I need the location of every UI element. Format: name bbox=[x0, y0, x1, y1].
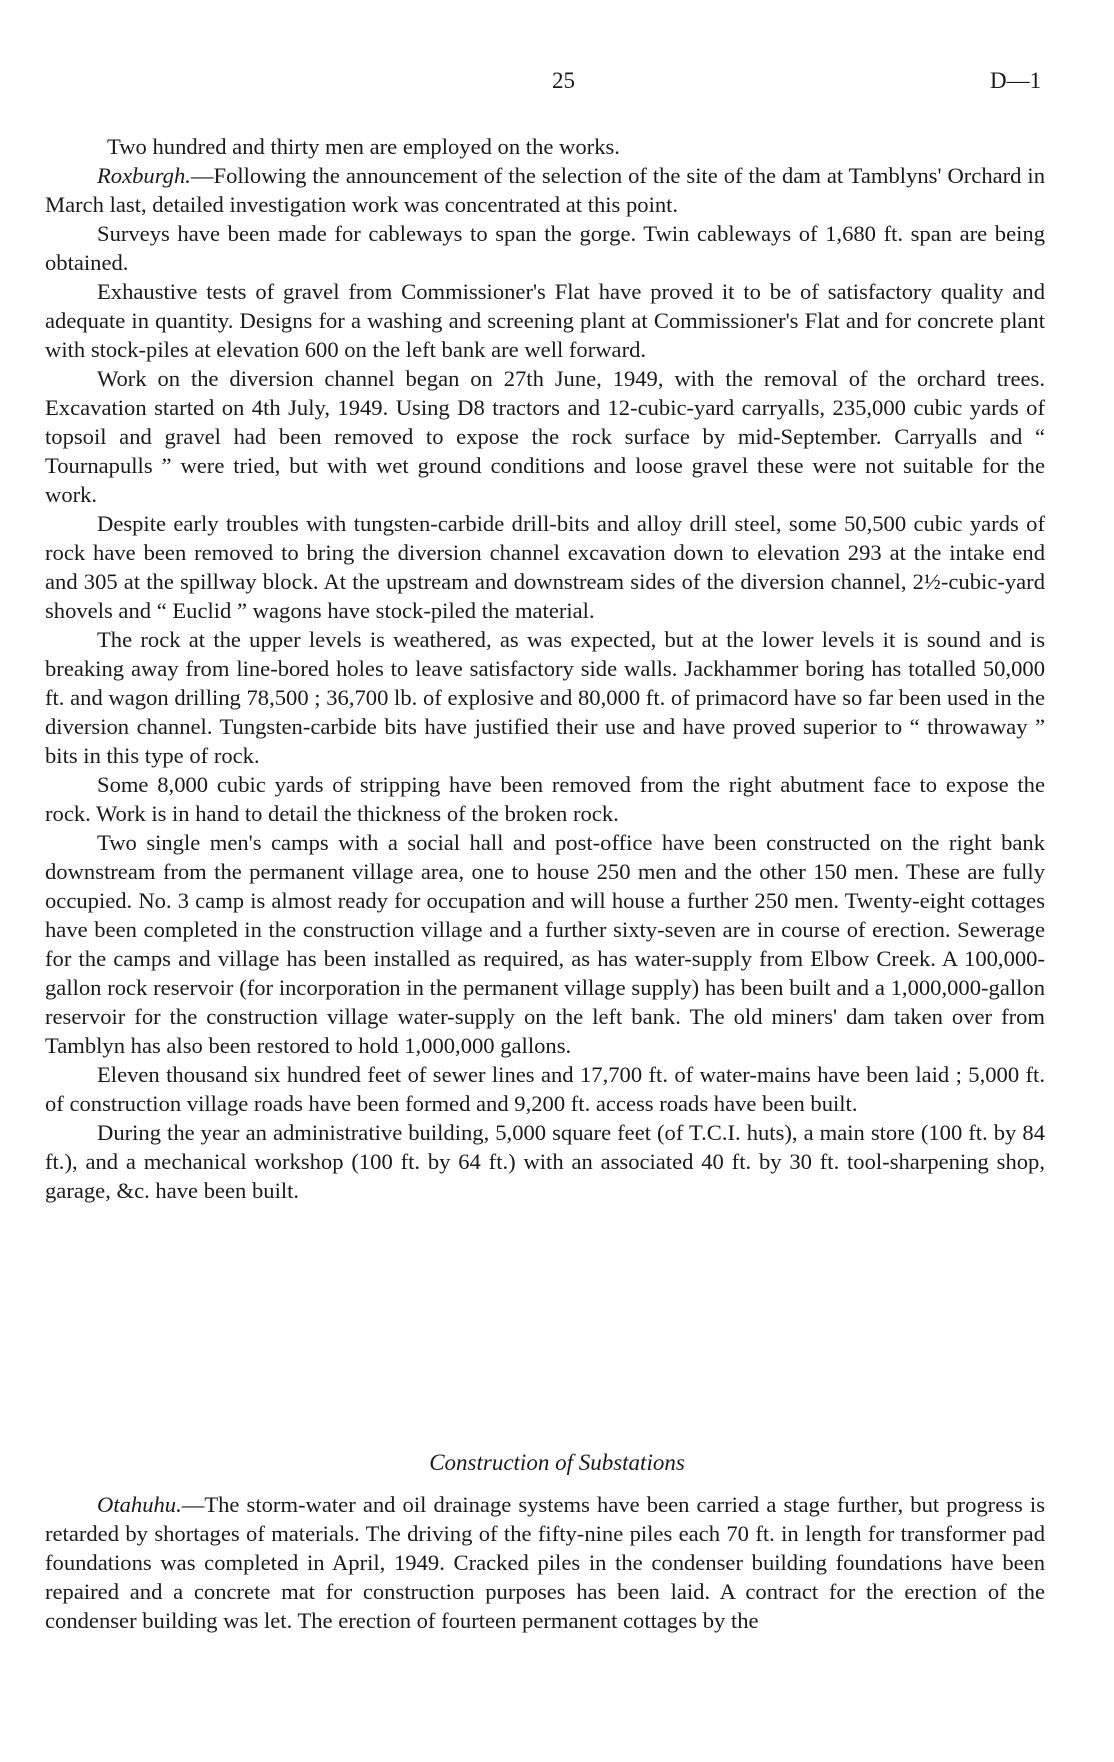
paragraph: Despite early troubles with tungsten-carbide drill-bits and alloy drill steel, some 50,500 cubic yards of rock have been removed to bring the diversion channel excavation down to elevation 293 at the intake end and 305 at the spillway block. At the upstream and downstream sides of the diversion channel, 2½-cubic-yard shovels and “ Euclid ” wagons have stock-piled the material. bbox=[45, 511, 1045, 623]
paragraph: Otahuhu.—The storm-water and oil drainage systems have been carried a stage further, but progress is retarded by shortages of materials. The driving of the fifty-nine piles each 70 ft. in length for transformer pad foundations was completed in April, 1949. Cracked piles in the condenser building foundations have been repaired and a concrete mat for construction purposes has been laid. A contract for the erection of the condenser building was let. The erection of fourteen permanent cottages by the bbox=[45, 1492, 1045, 1633]
page-number: 25 bbox=[552, 68, 575, 93]
paragraph: Surveys have been made for cableways to span the gorge. Twin cableways of 1,680 ft. span are being obtained. bbox=[45, 221, 1045, 275]
paragraph: The rock at the upper levels is weathered, as was expected, but at the lower levels it is sound and is breaking away from line-bored holes to leave satisfactory side walls. Jackhammer boring has totalled 50,000 ft. and wagon drilling 78,500 ; 36,700 lb. of explosive and 80,000 ft. of primacord have so far been used in the diversion channel. Tungsten-carbide bits have justified their use and have proved superior to “ throwaway ” bits in this type of rock. bbox=[45, 627, 1045, 768]
paragraph: Exhaustive tests of gravel from Commissioner's Flat have proved it to be of satisfactory quality and adequate in quantity. Designs for a washing and screening plant at Commissioner's Flat and for concrete plant with stock-piles at elevation 600 on the left bank are well forward. bbox=[45, 279, 1045, 362]
section-heading: Construction of Substations bbox=[429, 1450, 685, 1475]
paragraph: Two hundred and thirty men are employed on the works. bbox=[107, 134, 620, 159]
paragraph: Eleven thousand six hundred feet of sewer lines and 17,700 ft. of water-mains have been laid ; 5,000 ft. of construction village roads have been formed and 9,200 ft. access roads have been built. bbox=[45, 1062, 1045, 1116]
paragraph-lead: Otahuhu. bbox=[97, 1492, 182, 1517]
section-body-text bbox=[45, 1490, 1045, 1635]
paragraph: Two single men's camps with a social hall and post-office have been constructed on the right bank downstream from the permanent village area, one to house 250 men and the other 150 men. These are fully occupied. No. 3 camp is almost ready for occupation and will house a further 250 men. Twenty-eight cottages have been completed in the construction village and a further sixty-seven are in course of erection. Sewerage for the camps and village has been installed as required, as has water-supply from Elbow Creek. A 100,000-gallon rock reservoir (for incorporation in the permanent village supply) has been built and a 1,000,000-gallon reservoir for the construction village water-supply on the left bank. The old miners' dam taken over from Tamblyn has also been restored to hold 1,000,000 gallons. bbox=[45, 830, 1045, 1058]
paragraph: During the year an administrative building, 5,000 square feet (of T.C.I. huts), a main store (100 ft. by 84 ft.), and a mechanical workshop (100 ft. by 64 ft.) with an associated 40 ft. by 30 ft. tool-sharpening shop, garage, &c. have been built. bbox=[45, 1120, 1045, 1203]
paragraph: Some 8,000 cubic yards of stripping have been removed from the right abutment face to expose the rock. Work is in hand to detail the thickness of the broken rock. bbox=[45, 772, 1045, 826]
document-reference: D—1 bbox=[990, 68, 1042, 93]
body-text bbox=[45, 132, 1045, 1205]
page-header bbox=[0, 68, 1114, 98]
paragraph-lead: Roxburgh. bbox=[97, 163, 191, 188]
paragraph: Roxburgh.—Following the announcement of the selection of the site of the dam at Tamblyns' Orchard in March last, detailed investigation work was concentrated at this point. bbox=[45, 163, 1045, 217]
paragraph: Work on the diversion channel began on 27th June, 1949, with the removal of the orchard trees. Excavation started on 4th July, 1949. Using D8 tractors and 12-cubic-yard carryalls, 235,000 cubic yards of topsoil and gravel had been removed to expose the rock surface by mid-September. Carryalls and “ Tournapulls ” were tried, but with wet ground conditions and loose gravel these were not suitable for the work. bbox=[45, 366, 1045, 507]
